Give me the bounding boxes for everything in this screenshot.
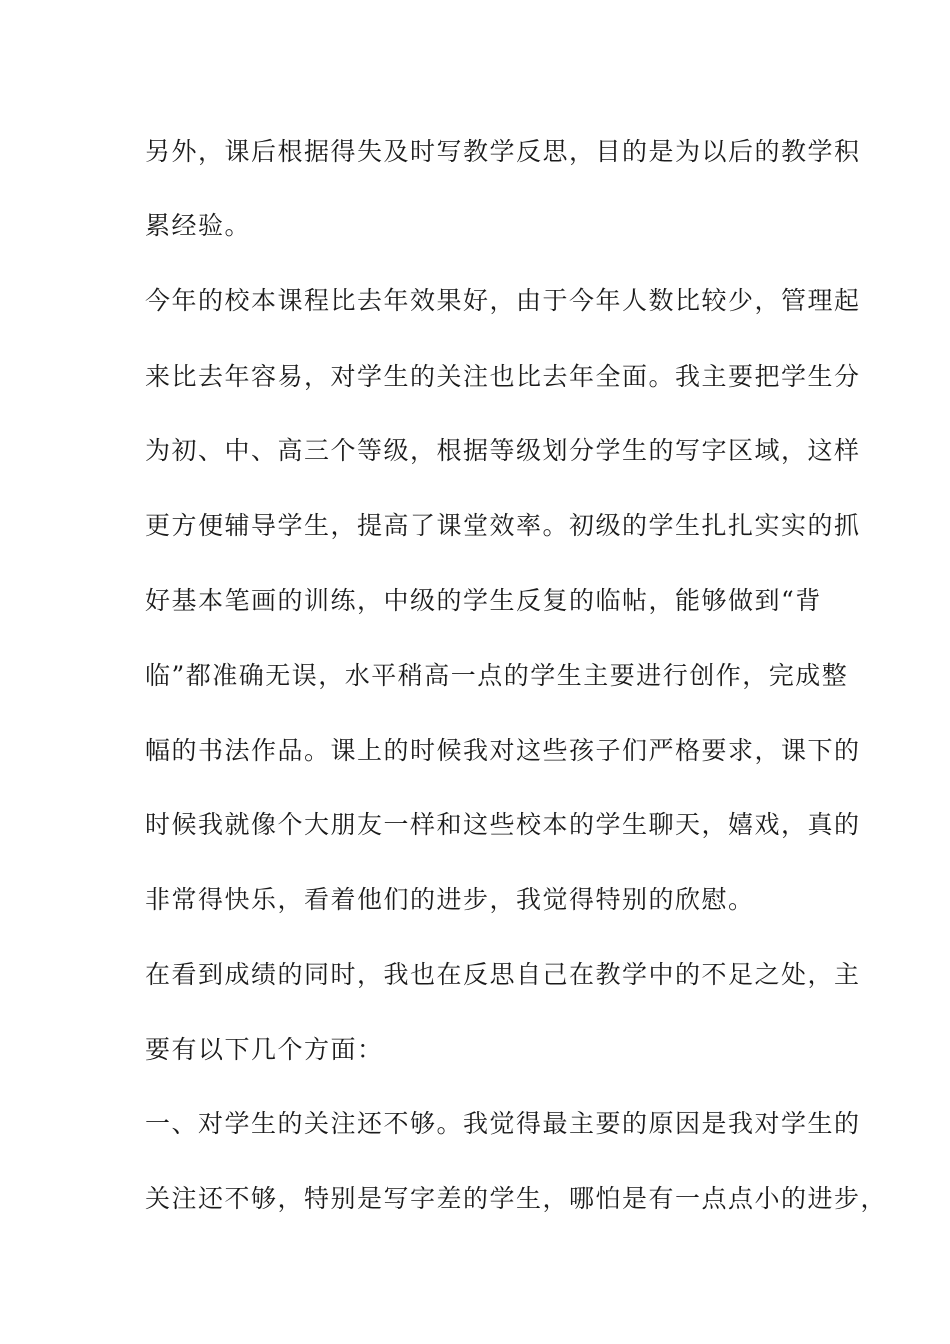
text-line: 幅的书法作品。课上的时候我对这些孩子们严格要求，课下的 bbox=[145, 736, 861, 765]
text-line: 为初、中、高三个等级，根据等级划分学生的写字区域，这样 bbox=[145, 436, 861, 465]
text-line: 时候我就像个大朋友一样和这些校本的学生聊天，嬉戏，真的 bbox=[145, 810, 861, 839]
text-line: 要有以下几个方面： bbox=[145, 1035, 384, 1064]
text-line: 另外，课后根据得失及时写教学反思，目的是为以后的教学积 bbox=[145, 137, 861, 166]
text-line: 临”都准确无误，水平稍高一点的学生主要进行创作，完成整 bbox=[145, 661, 849, 690]
text-line: 累经验。 bbox=[145, 211, 252, 240]
text-line: 关注还不够，特别是写字差的学生，哪怕是有一点点小的进步， bbox=[145, 1184, 888, 1213]
text-line: 来比去年容易，对学生的关注也比去年全面。我主要把学生分 bbox=[145, 362, 861, 391]
text-line: 更方便辅导学生，提高了课堂效率。初级的学生扎扎实实的抓 bbox=[145, 511, 861, 540]
text-line: 在看到成绩的同时，我也在反思自己在教学中的不足之处，主 bbox=[145, 960, 861, 989]
text-line: 今年的校本课程比去年效果好，由于今年人数比较少，管理起 bbox=[145, 286, 861, 315]
text-line: 好基本笔画的训练，中级的学生反复的临帖，能够做到“背 bbox=[145, 586, 822, 615]
text-line: 非常得快乐，看着他们的进步，我觉得特别的欣慰。 bbox=[145, 885, 755, 914]
text-line: 一、对学生的关注还不够。我觉得最主要的原因是我对学生的 bbox=[145, 1109, 861, 1138]
